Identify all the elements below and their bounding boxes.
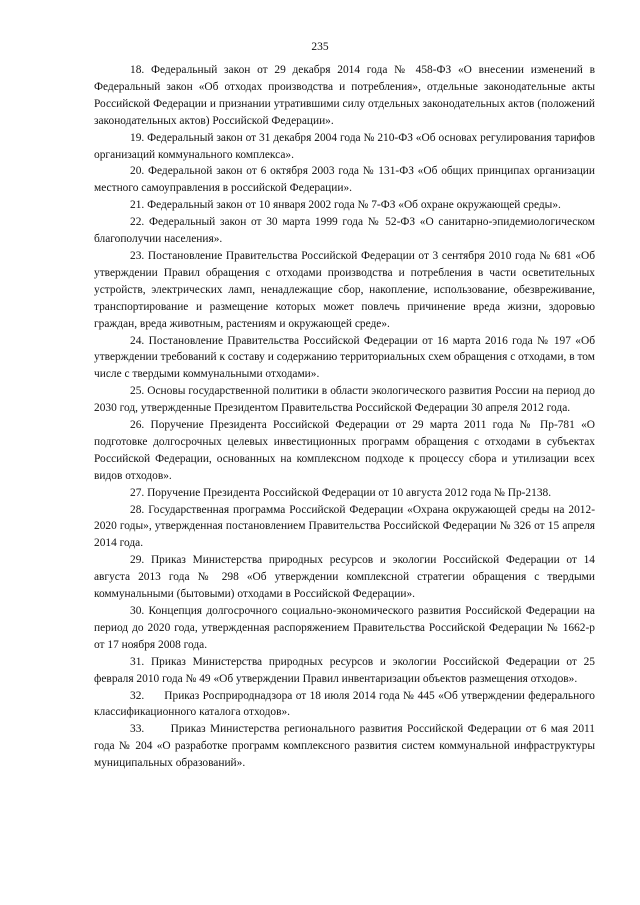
reference-item-28: 28. Государственная программа Российской Федерации «Охрана окружающей среды на 2012-2020 годы», утвержденная постановлением Правительства Российской Федерации № 326 от 15 апреля 2014 года. (94, 503, 595, 550)
reference-item-27: 27. Поручение Президента Российской Федерации от 10 августа 2012 года № Пр-2138. (130, 486, 552, 499)
reference-item-18: 18. Федеральный закон от 29 декабря 2014 года № 458-ФЗ «О внесении изменений в Федеральный закон «Об отходах производства и потребления», отдельные законодательные акты Российской Федерации и признании утратившими силу отдельных законодательных актов (положений законодательных актов) Российской Федерации». (94, 64, 595, 127)
reference-item-26: 26. Поручение Президента Российской Федерации от 29 марта 2011 года № Пр-781 «О подготовке долгосрочных целевых инвестиционных программ обращения с отходами в субъектах Российской Федерации, основанных на комплексном подходе к процессу сбора и утилизации всех видов отходов». (94, 419, 595, 482)
reference-item-29: 29. Приказ Министерства природных ресурсов и экологии Российской Федерации от 14 августа 2013 года № 298 «Об утверждении комплексной стратегии обращения с твердыми коммунальными (бытовыми) отходами в Российской Федерации». (94, 554, 595, 601)
reference-list (94, 62, 598, 772)
reference-item-25: 25. Основы государственной политики в области экологического развития России на период до 2030 год, утвержденные Президентом Правительства Российской Федерации 30 апреля 2012 года. (94, 385, 595, 415)
reference-item-20: 20. Федеральной закон от 6 октября 2003 года № 131-ФЗ «Об общих принципах организации местного самоуправления в российской Федерации». (94, 165, 595, 195)
reference-item-23: 23. Постановление Правительства Российской Федерации от 3 сентября 2010 года № 681 «Об утверждении Правил обращения с отходами производства и потребления в части осветительных устройств, электрических ламп, ненадлежащие сбор, накопление, использование, обезвреживание, транспортирование и размещение которых может повлечь причинение вреда жизни, здоровью граждан, вреда животным, растениям и окружающей среде». (94, 249, 595, 330)
reference-item-22: 22. Федеральный закон от 30 марта 1999 года № 52-ФЗ «О санитарно-эпидемиологическом благополучии населения». (94, 216, 595, 246)
reference-item-21: 21. Федеральный закон от 10 января 2002 года № 7-ФЗ «Об охране окружающей среды». (130, 199, 561, 212)
reference-item-32: 32. Приказ Росприроднадзора от 18 июля 2014 года № 445 «Об утверждении федерального классификационного каталога отходов». (94, 689, 598, 719)
reference-item-24: 24. Постановление Правительства Российской Федерации от 16 марта 2016 года № 197 «Об утверждении требований к составу и содержанию территориальных схем обращения с отходами, в том числе с твердыми коммунальными отходами». (94, 334, 595, 381)
reference-item-19: 19. Федеральный закон от 31 декабря 2004 года № 210-ФЗ «Об основах регулирования тарифов организаций коммунального комплекса». (94, 131, 595, 161)
reference-item-31: 31. Приказ Министерства природных ресурсов и экологии Российской Федерации от 25 февраля 2010 года № 49 «Об утверждении Правил инвентаризации объектов размещения отходов». (94, 655, 595, 685)
reference-item-33: 33. Приказ Министерства регионального развития Российской Федерации от 6 мая 2011 года № 204 «О разработке программ комплексного развития систем коммунальной инфраструктуры муниципальных образований». (94, 723, 598, 770)
reference-item-30: 30. Концепция долгосрочного социально-экономического развития Российской Федерации на период до 2020 года, утвержденная распоряжением Правительства Российской Федерации № 1662-р от 17 ноября 2008 года. (94, 605, 595, 651)
page-number: 235 (311, 41, 329, 53)
